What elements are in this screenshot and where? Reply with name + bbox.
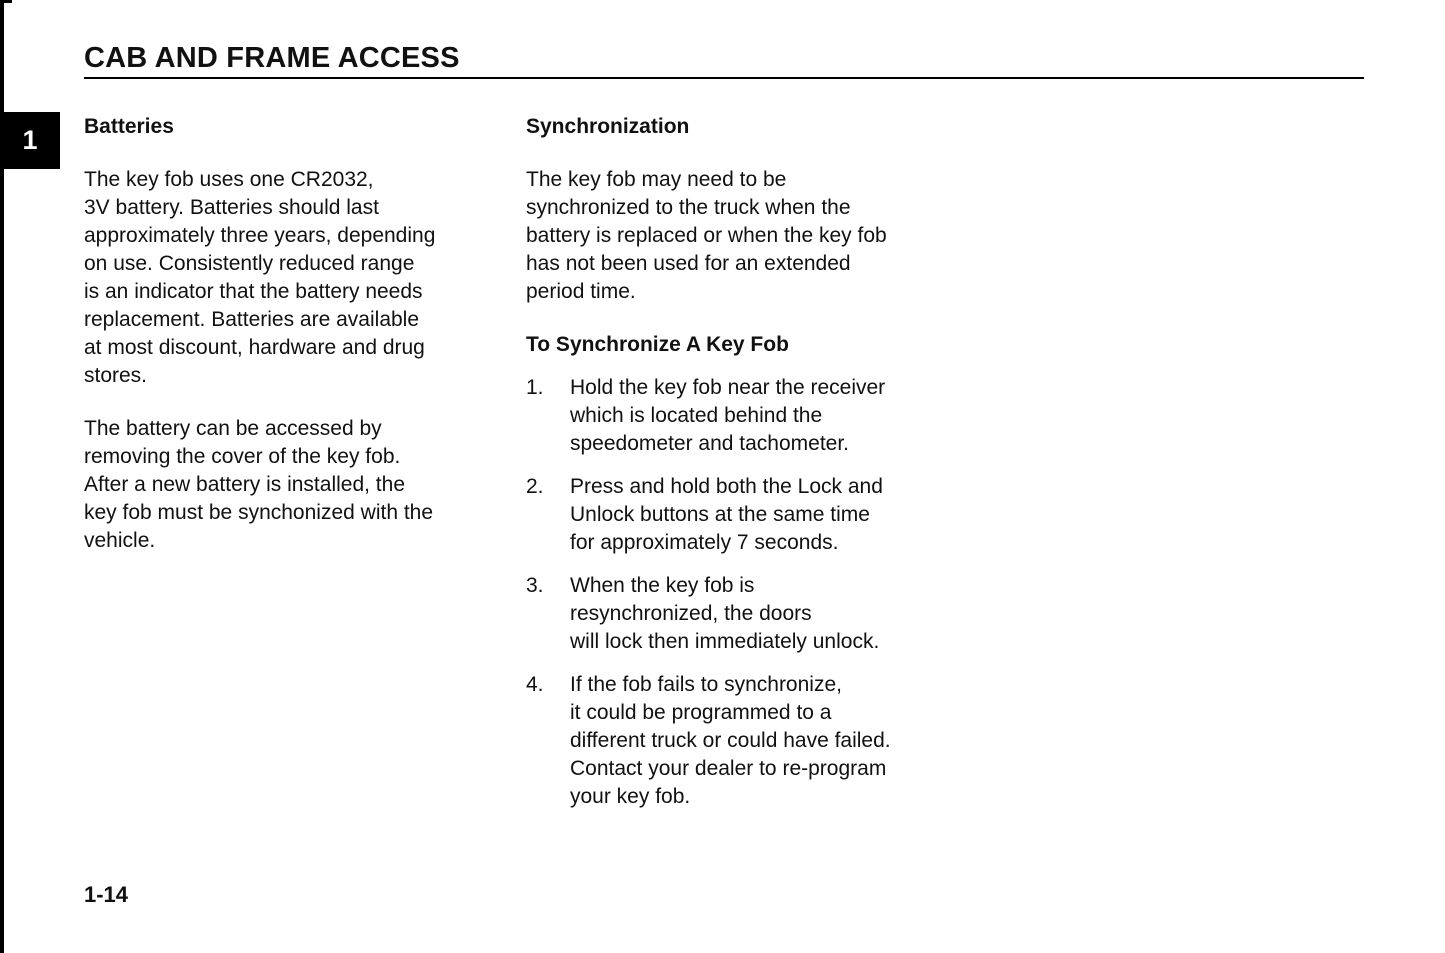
- page-number: 1-14: [84, 882, 129, 907]
- step-text: If the fob fails to synchronize, it could be programmed to a different truck or could have failed. Contact your dealer to re-program your key fob.: [570, 673, 891, 808]
- step-number: 2.: [526, 475, 544, 498]
- sync-step: [526, 374, 946, 458]
- batteries-heading: Batteries: [84, 115, 174, 138]
- step-text: Press and hold both the Lock and Unlock buttons at the same time for approximately 7 seconds.: [570, 475, 883, 554]
- left-column: [84, 113, 494, 580]
- title-divider: [84, 77, 1364, 79]
- chapter-tab: 1: [0, 112, 60, 169]
- step-number: 1.: [526, 376, 544, 399]
- synchronization-heading: Synchronization: [526, 115, 690, 138]
- step-number: 4.: [526, 673, 544, 696]
- sync-step: [526, 473, 946, 557]
- batteries-paragraph: The key fob uses one CR2032, 3V battery. Batteries should last approximately three years, depending on use. Consistently reduced range is an indicator that the battery needs replacement. Batteries are available at most discount, hardware and drug stores.: [84, 168, 436, 387]
- page-edge-corner: [0, 0, 12, 3]
- page-title: CAB AND FRAME ACCESS: [84, 42, 460, 74]
- step-number: 3.: [526, 574, 544, 597]
- middle-column: [526, 113, 946, 826]
- step-text: When the key fob is resynchronized, the doors will lock then immediately unlock.: [570, 574, 880, 653]
- sync-step: [526, 572, 946, 656]
- step-text: Hold the key fob near the receiver which is located behind the speedometer and tachometer.: [570, 376, 886, 455]
- battery-access-paragraph: The battery can be accessed by removing the cover of the key fob. After a new battery is installed, the key fob must be synchonized with the vehicle.: [84, 417, 434, 552]
- sync-step: [526, 671, 946, 811]
- sync-steps-heading: To Synchronize A Key Fob: [526, 333, 789, 356]
- synchronization-paragraph: The key fob may need to be synchronized to the truck when the battery is replaced or when the key fob has not been used for an extended period time.: [526, 168, 887, 303]
- sync-steps-list: [526, 374, 946, 811]
